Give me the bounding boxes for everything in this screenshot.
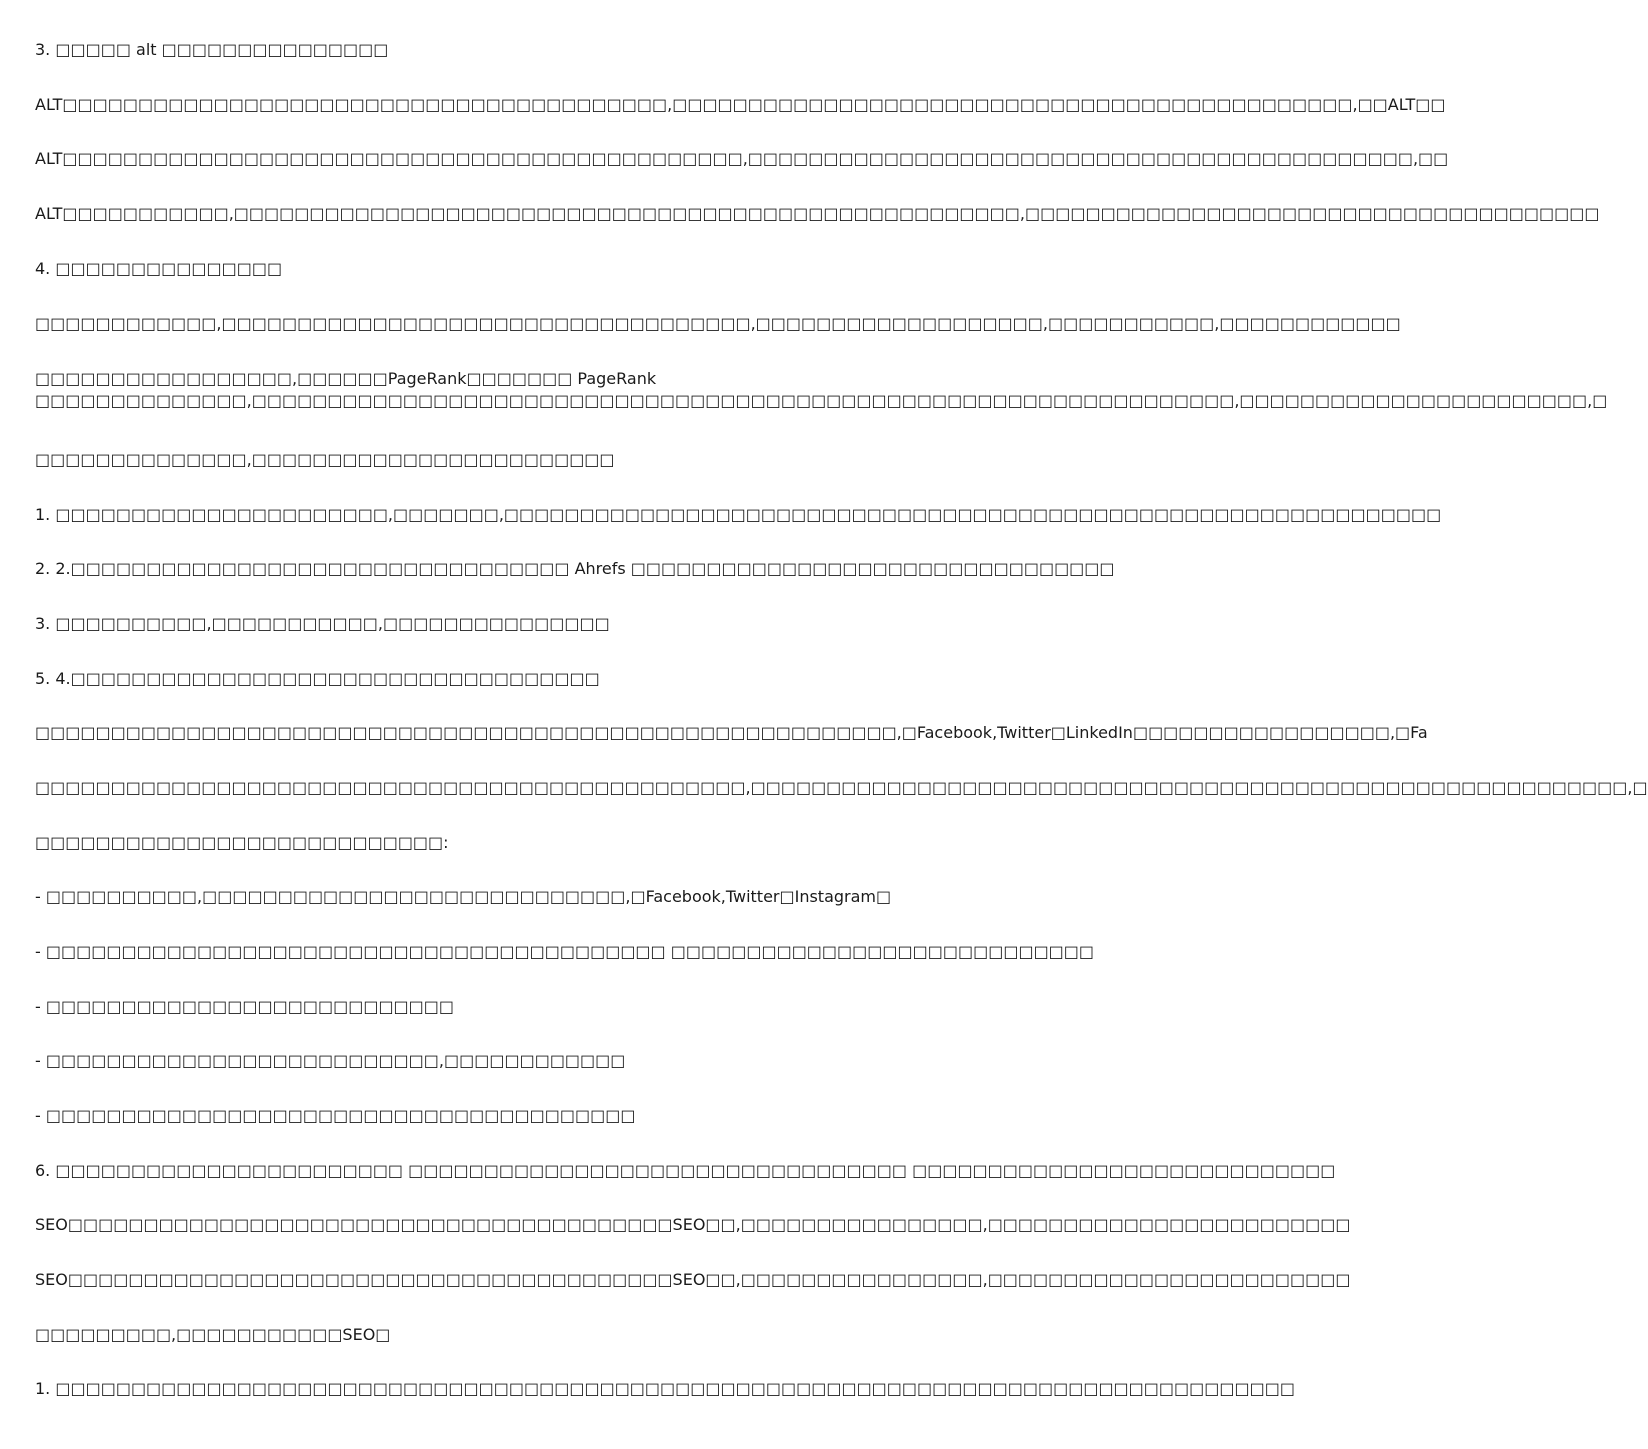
paragraph-line: □□□□□□□□□□□□□□,□□□□□□□□□□□□□□□□□□□□□□□□	[35, 450, 615, 469]
paragraph-line: □□□□□□□□□□□□,□□□□□□□□□□□□□□□□□□□□□□□□□□□□□□□□□□□,□□□□□□□□□□□□□□□□□□□,□□□□□□□□□□□,□□□□□□□□□□□□	[35, 314, 1401, 333]
paragraph-line: □□□□□□□□□□□□□□□□□□□□□□□□□□□□□□□□□□□□□□□□□□□□□□□□□□□□□□□□□,□Facebook,Twitter□LinkedIn□□□□□□□□□□□□□□□□□,□Fa	[35, 723, 1428, 742]
list-item: 1. □□□□□□□□□□□□□□□□□□□□□□□□□□□□□□□□□□□□□□□□□□□□□□□□□□□□□□□□□□□□□□□□□□□□□□□□□□□□□□□□□□	[35, 1379, 1295, 1398]
bullet-item: - □□□□□□□□□□□□□□□□□□□□□□□□□□□□□□□□□□□□□□□□□ □□□□□□□□□□□□□□□□□□□□□□□□□□□□	[35, 942, 1095, 961]
paragraph-line: SEO□□□□□□□□□□□□□□□□□□□□□□□□□□□□□□□□□□□□□□□□SEO□□,□□□□□□□□□□□□□□□□,□□□□□□□□□□□□□□□□□□□□□□□□	[35, 1215, 1351, 1234]
list-item: 3. □□□□□□□□□□,□□□□□□□□□□□,□□□□□□□□□□□□□□□	[35, 614, 610, 633]
list-item: 2. 2.□□□□□□□□□□□□□□□□□□□□□□□□□□□□□□□□□ Ahrefs □□□□□□□□□□□□□□□□□□□□□□□□□□□□□□□□	[35, 559, 1115, 578]
list-item: 1. □□□□□□□□□□□□□□□□□□□□□□,□□□□□□□,□□□□□□□□□□□□□□□□□□□□□□□□□□□□□□□□□□□□□□□□□□□□□□□□□□□□□□□□□□□□□□	[35, 505, 1442, 524]
bullet-item: - □□□□□□□□□□□□□□□□□□□□□□□□□□□	[35, 997, 455, 1016]
heading-section-4: 4. □□□□□□□□□□□□□□□	[35, 259, 283, 278]
paragraph-line: ALT□□□□□□□□□□□□□□□□□□□□□□□□□□□□□□□□□□□□□□□□,□□□□□□□□□□□□□□□□□□□□□□□□□□□□□□□□□□□□□□□□□□□□□,□□ALT□□	[35, 95, 1446, 114]
paragraph-line: □□□□□□□□□□□□□□□□□□□□□□□□□□□□□□□□□□□□□□□□□□□□□□□,□□□□□□□□□□□□□□□□□□□□□□□□□□□□□□□□□□□□□□□□□□□□□□□□□□□□□□□□□□,□	[35, 778, 1648, 797]
paragraph-line: SEO□□□□□□□□□□□□□□□□□□□□□□□□□□□□□□□□□□□□□□□□SEO□□,□□□□□□□□□□□□□□□□,□□□□□□□□□□□□□□□□□□□□□□□□	[35, 1270, 1351, 1289]
heading-section-5: 5. 4.□□□□□□□□□□□□□□□□□□□□□□□□□□□□□□□□□□□	[35, 669, 600, 688]
document-page	[35, 0, 1648, 1449]
heading-section-6: 6. □□□□□□□□□□□□□□□□□□□□□□□ □□□□□□□□□□□□□□□□□□□□□□□□□□□□□□□□□ □□□□□□□□□□□□□□□□□□□□□□□□□□□□	[35, 1161, 1336, 1180]
heading-alt: 3. □□□□□ alt □□□□□□□□□□□□□□□	[35, 40, 389, 59]
bullet-item: - □□□□□□□□□□□□□□□□□□□□□□□□□□□□□□□□□□□□□□□	[35, 1106, 636, 1125]
paragraph-line: □□□□□□□□□,□□□□□□□□□□□SEO□	[35, 1325, 391, 1344]
paragraph-line: □□□□□□□□□□□□□□□□□□□□□□□□□□□:	[35, 833, 449, 852]
bullet-item: - □□□□□□□□□□□□□□□□□□□□□□□□□□,□□□□□□□□□□□□	[35, 1051, 626, 1070]
paragraph-line: ALT□□□□□□□□□□□,□□□□□□□□□□□□□□□□□□□□□□□□□□□□□□□□□□□□□□□□□□□□□□□□□□□□,□□□□□□□□□□□□□□□□□□□□□□□□□□□□□□□□□□□□□□	[35, 204, 1600, 223]
paragraph-line: ALT□□□□□□□□□□□□□□□□□□□□□□□□□□□□□□□□□□□□□□□□□□□□□,□□□□□□□□□□□□□□□□□□□□□□□□□□□□□□□□□□□□□□□□□□□□,□□	[35, 149, 1449, 168]
bullet-item: - □□□□□□□□□□,□□□□□□□□□□□□□□□□□□□□□□□□□□□□,□Facebook,Twitter□Instagram□	[35, 887, 892, 906]
paragraph-pagerank: □□□□□□□□□□□□□□□□□,□□□□□□PageRank□□□□□□□ PageRank □□□□□□□□□□□□□□,□□□□□□□□□□□□□□□□□□□□□□□□□□□□□□□□□□□□□□□□□□□□□□□□□□□□□□□□□□□□□□□□□,□□□□□□□□□□□□□□□□□□□□□□□,□	[35, 369, 1608, 410]
